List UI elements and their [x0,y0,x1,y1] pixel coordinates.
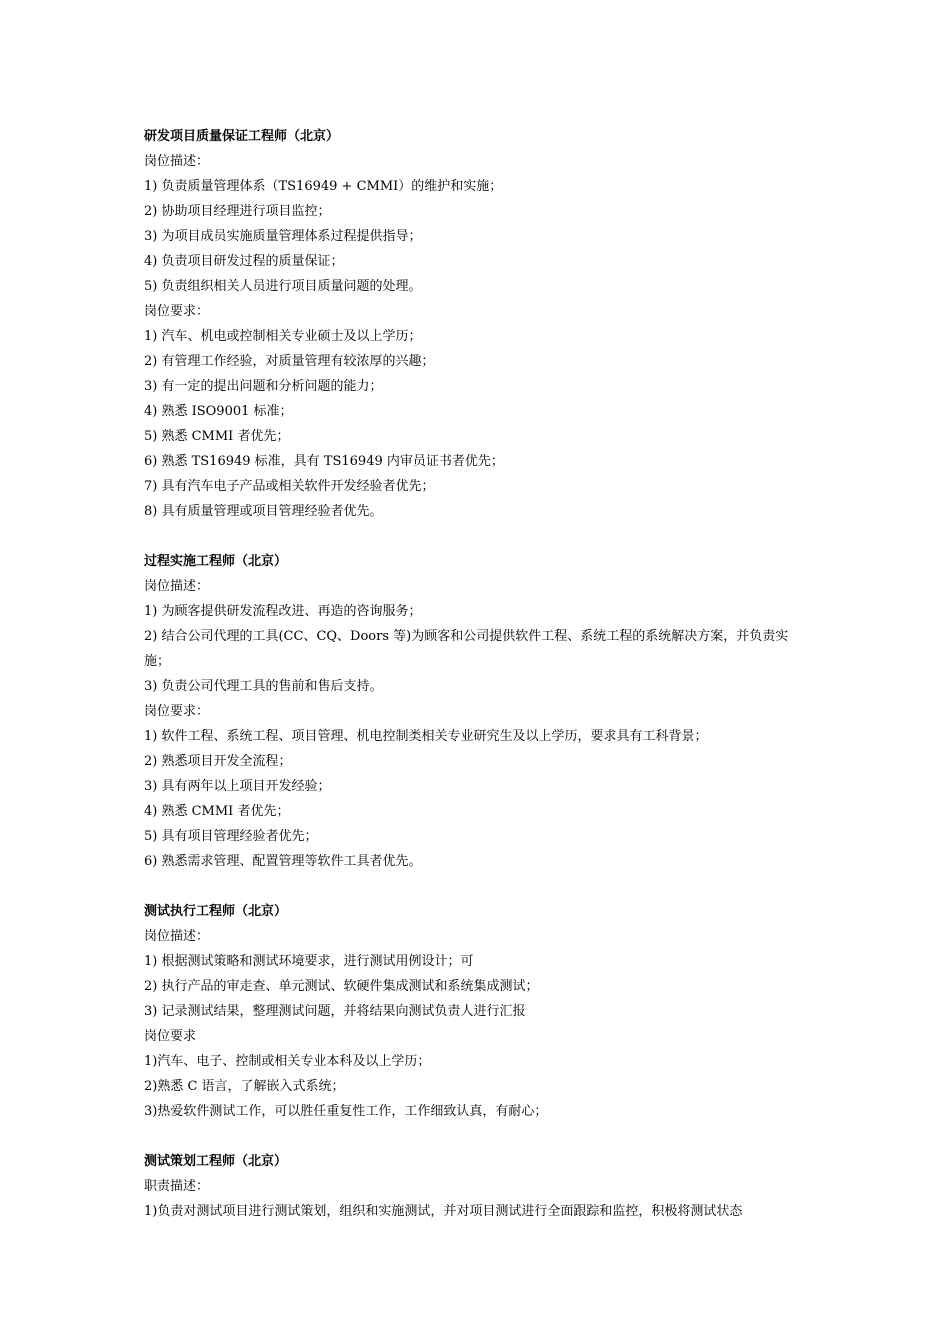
job-requirement-item: 8) 具有质量管理或项目管理经验者优先。 [144,504,383,519]
job-section-qa-engineer [144,124,809,524]
job-description-label: 岗位描述： [144,929,210,944]
job-description-item: 1)负责对测试项目进行测试策划，组织和实施测试，并对项目测试进行全面跟踪和监控，积极将测试状态 [144,1204,743,1219]
job-requirement-item: 4) 熟悉 ISO9001 标准； [144,404,293,419]
job-section-test-planning-engineer [144,1149,809,1224]
job-requirements-label: 岗位要求： [144,304,210,319]
job-description-item: 3) 负责公司代理工具的售前和售后支持。 [144,679,383,694]
job-requirement-item: 1) 汽车、机电或控制相关专业硕士及以上学历； [144,329,422,344]
job-requirement-item: 7) 具有汽车电子产品或相关软件开发经验者优先； [144,479,435,494]
job-requirement-item: 2) 有管理工作经验，对质量管理有较浓厚的兴趣； [144,354,435,369]
job-description-item: 3) 为项目成员实施质量管理体系过程提供指导； [144,229,422,244]
job-requirements-label: 岗位要求 [144,1029,197,1044]
job-description-item: 4) 负责项目研发过程的质量保证； [144,254,344,269]
job-title: 测试策划工程师（北京） [144,1154,288,1169]
document-page [144,124,809,1249]
job-description-item: 1) 为顾客提供研发流程改进、再造的咨询服务； [144,604,422,619]
job-description-item: 2) 协助项目经理进行项目监控； [144,204,331,219]
job-description-label: 岗位描述： [144,154,210,169]
job-description-item: 2) 执行产品的审走查、单元测试、软硬件集成测试和系统集成测试； [144,979,539,994]
job-description-label: 岗位描述： [144,579,210,594]
job-description-item: 2) 结合公司代理的工具(CC、CQ、Doors 等)为顾客和公司提供软件工程、系统工程的系统解决方案，并负责实施； [144,629,789,669]
job-requirement-item: 3) 有一定的提出问题和分析问题的能力； [144,379,383,394]
job-section-process-engineer [144,549,809,874]
job-requirements-label: 岗位要求： [144,704,210,719]
job-requirement-item: 5) 熟悉 CMMI 者优先； [144,429,290,444]
job-requirement-item: 6) 熟悉需求管理、配置管理等软件工具者优先。 [144,854,422,869]
job-title: 研发项目质量保证工程师（北京） [144,129,340,144]
job-requirement-item: 1) 软件工程、系统工程、项目管理、机电控制类相关专业研究生及以上学历，要求具有工科背景； [144,729,708,744]
job-requirement-item: 3)热爱软件测试工作，可以胜任重复性工作，工作细致认真，有耐心； [144,1104,548,1119]
job-title: 测试执行工程师（北京） [144,904,288,919]
job-requirement-item: 1)汽车、电子、控制或相关专业本科及以上学历； [144,1054,431,1069]
job-requirement-item: 6) 熟悉 TS16949 标准，具有 TS16949 内审员证书者优先； [144,454,504,469]
job-title: 过程实施工程师（北京） [144,554,288,569]
job-requirement-item: 2)熟悉 C 语言，了解嵌入式系统； [144,1079,345,1094]
job-description-item: 1) 负责质量管理体系（TS16949 + CMMI）的维护和实施； [144,179,503,194]
job-requirement-item: 4) 熟悉 CMMI 者优先； [144,804,290,819]
job-description-item: 1) 根据测试策略和测试环境要求，进行测试用例设计；可 [144,954,474,969]
job-section-test-execution-engineer [144,899,809,1124]
job-requirement-item: 3) 具有两年以上项目开发经验； [144,779,331,794]
job-description-item: 3) 记录测试结果，整理测试问题，并将结果向测试负责人进行汇报 [144,1004,526,1019]
job-description-item: 5) 负责组织相关人员进行项目质量问题的处理。 [144,279,422,294]
job-requirement-item: 5) 具有项目管理经验者优先； [144,829,318,844]
job-description-label: 职责描述： [144,1179,210,1194]
job-requirement-item: 2) 熟悉项目开发全流程； [144,754,292,769]
